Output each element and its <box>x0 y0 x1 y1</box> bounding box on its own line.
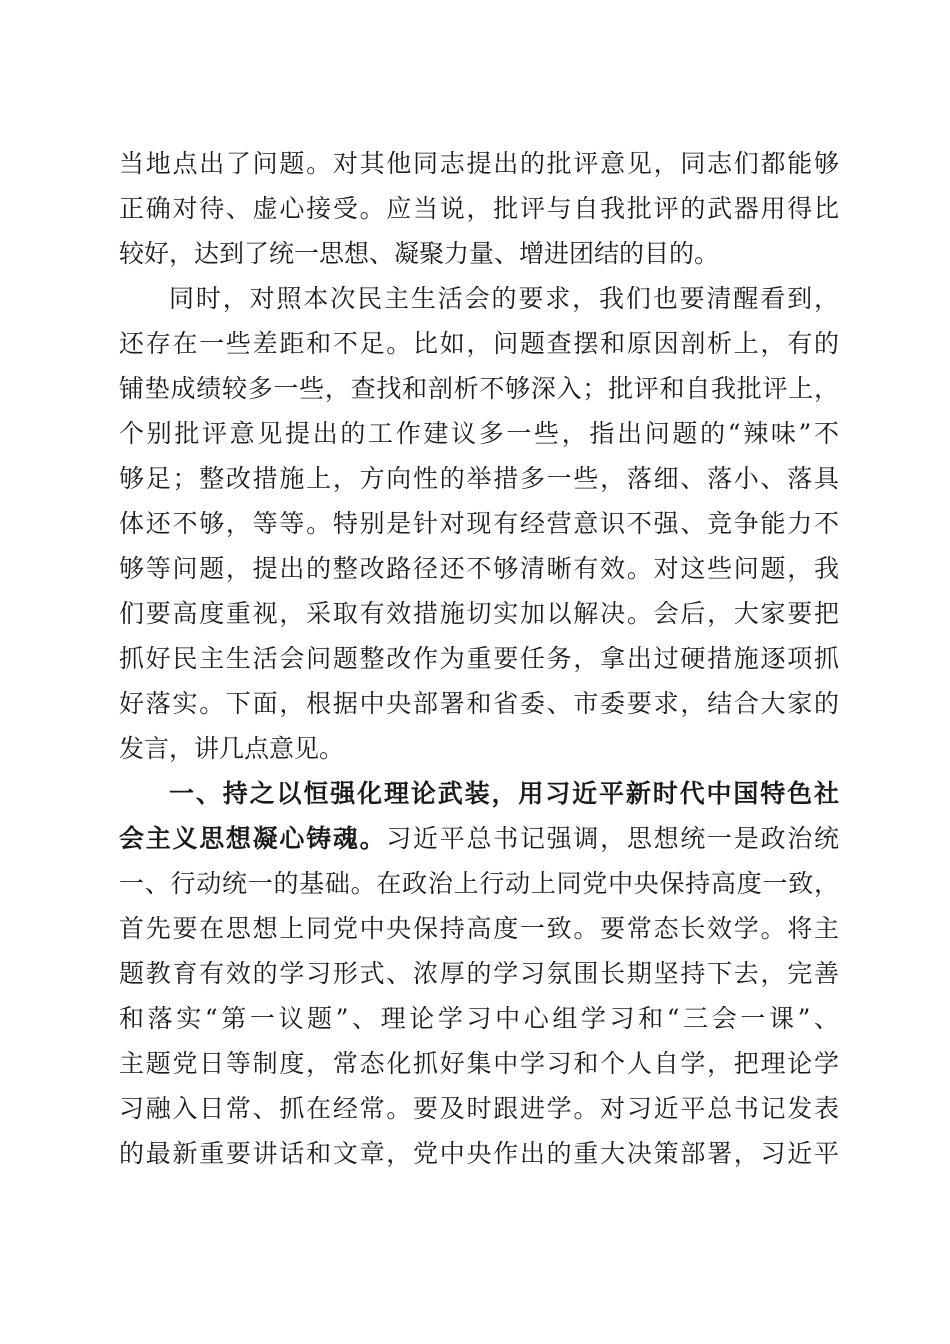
text-line: 够足；整改措施上，方向性的举措多一些，落细、落小、落具 <box>119 464 839 493</box>
text-line: 主题党日等制度，常态化抓好集中学习和个人自学，把理论学 <box>119 1049 839 1078</box>
text-line: 习融入日常、抓在经常。要及时跟进学。对习近平总书记发表 <box>119 1094 839 1123</box>
document-body <box>119 141 839 1176</box>
text-line: 个别批评意见提出的工作建议多一些，指出问题的“辣味”不 <box>119 419 839 448</box>
text-line: 一、行动统一的基础。在政治上行动上同党中央保持高度一致， <box>119 869 839 898</box>
text-line: 铺垫成绩较多一些，查找和剖析不够深入；批评和自我批评上， <box>119 374 839 403</box>
text-line: 发言，讲几点意见。 <box>119 734 345 763</box>
text-line: 们要高度重视，采取有效措施切实加以解决。会后，大家要把 <box>119 599 839 628</box>
text-line: 够等问题，提出的整改路径还不够清晰有效。对这些问题，我 <box>119 554 839 583</box>
text-line: 的最新重要讲话和文章，党中央作出的重大决策部署，习近平 <box>119 1139 839 1168</box>
text-line: 还存在一些差距和不足。比如，问题查摆和原因剖析上，有的 <box>119 329 839 358</box>
section-heading-end: 会主义思想凝心铸魂。 <box>119 824 387 853</box>
text-line: 抓好民主生活会问题整改作为重要任务，拿出过硬措施逐项抓 <box>119 644 839 673</box>
paragraph-1 <box>119 141 839 276</box>
text-line: 正确对待、虚心接受。应当说，批评与自我批评的武器用得比 <box>119 194 839 223</box>
text-segment: 习近平总书记强调，思想统一是政治统 <box>386 824 839 853</box>
text-line: 当地点出了问题。对其他同志提出的批评意见，同志们都能够 <box>119 149 839 178</box>
section-heading: 一、持之以恒强化理论武装，用习近平新时代中国特色社 <box>169 779 839 808</box>
text-line: 体还不够，等等。特别是针对现有经营意识不强、竞争能力不 <box>119 509 839 538</box>
text-line: 首先要在思想上同党中央保持高度一致。要常态长效学。将主 <box>119 914 839 943</box>
text-line: 较好，达到了统一思想、凝聚力量、增进团结的目的。 <box>119 239 720 268</box>
text-line: 好落实。下面，根据中央部署和省委、市委要求，结合大家的 <box>119 689 839 718</box>
paragraph-3 <box>119 771 839 1176</box>
text-line <box>119 816 839 861</box>
text-line: 题教育有效的学习形式、浓厚的学习氛围长期坚持下去，完善 <box>119 959 839 988</box>
paragraph-2 <box>119 276 839 771</box>
text-line: 和落实“第一议题”、理论学习中心组学习和“三会一课”、 <box>119 1004 839 1033</box>
text-line: 同时，对照本次民主生活会的要求，我们也要清醒看到， <box>169 284 839 313</box>
